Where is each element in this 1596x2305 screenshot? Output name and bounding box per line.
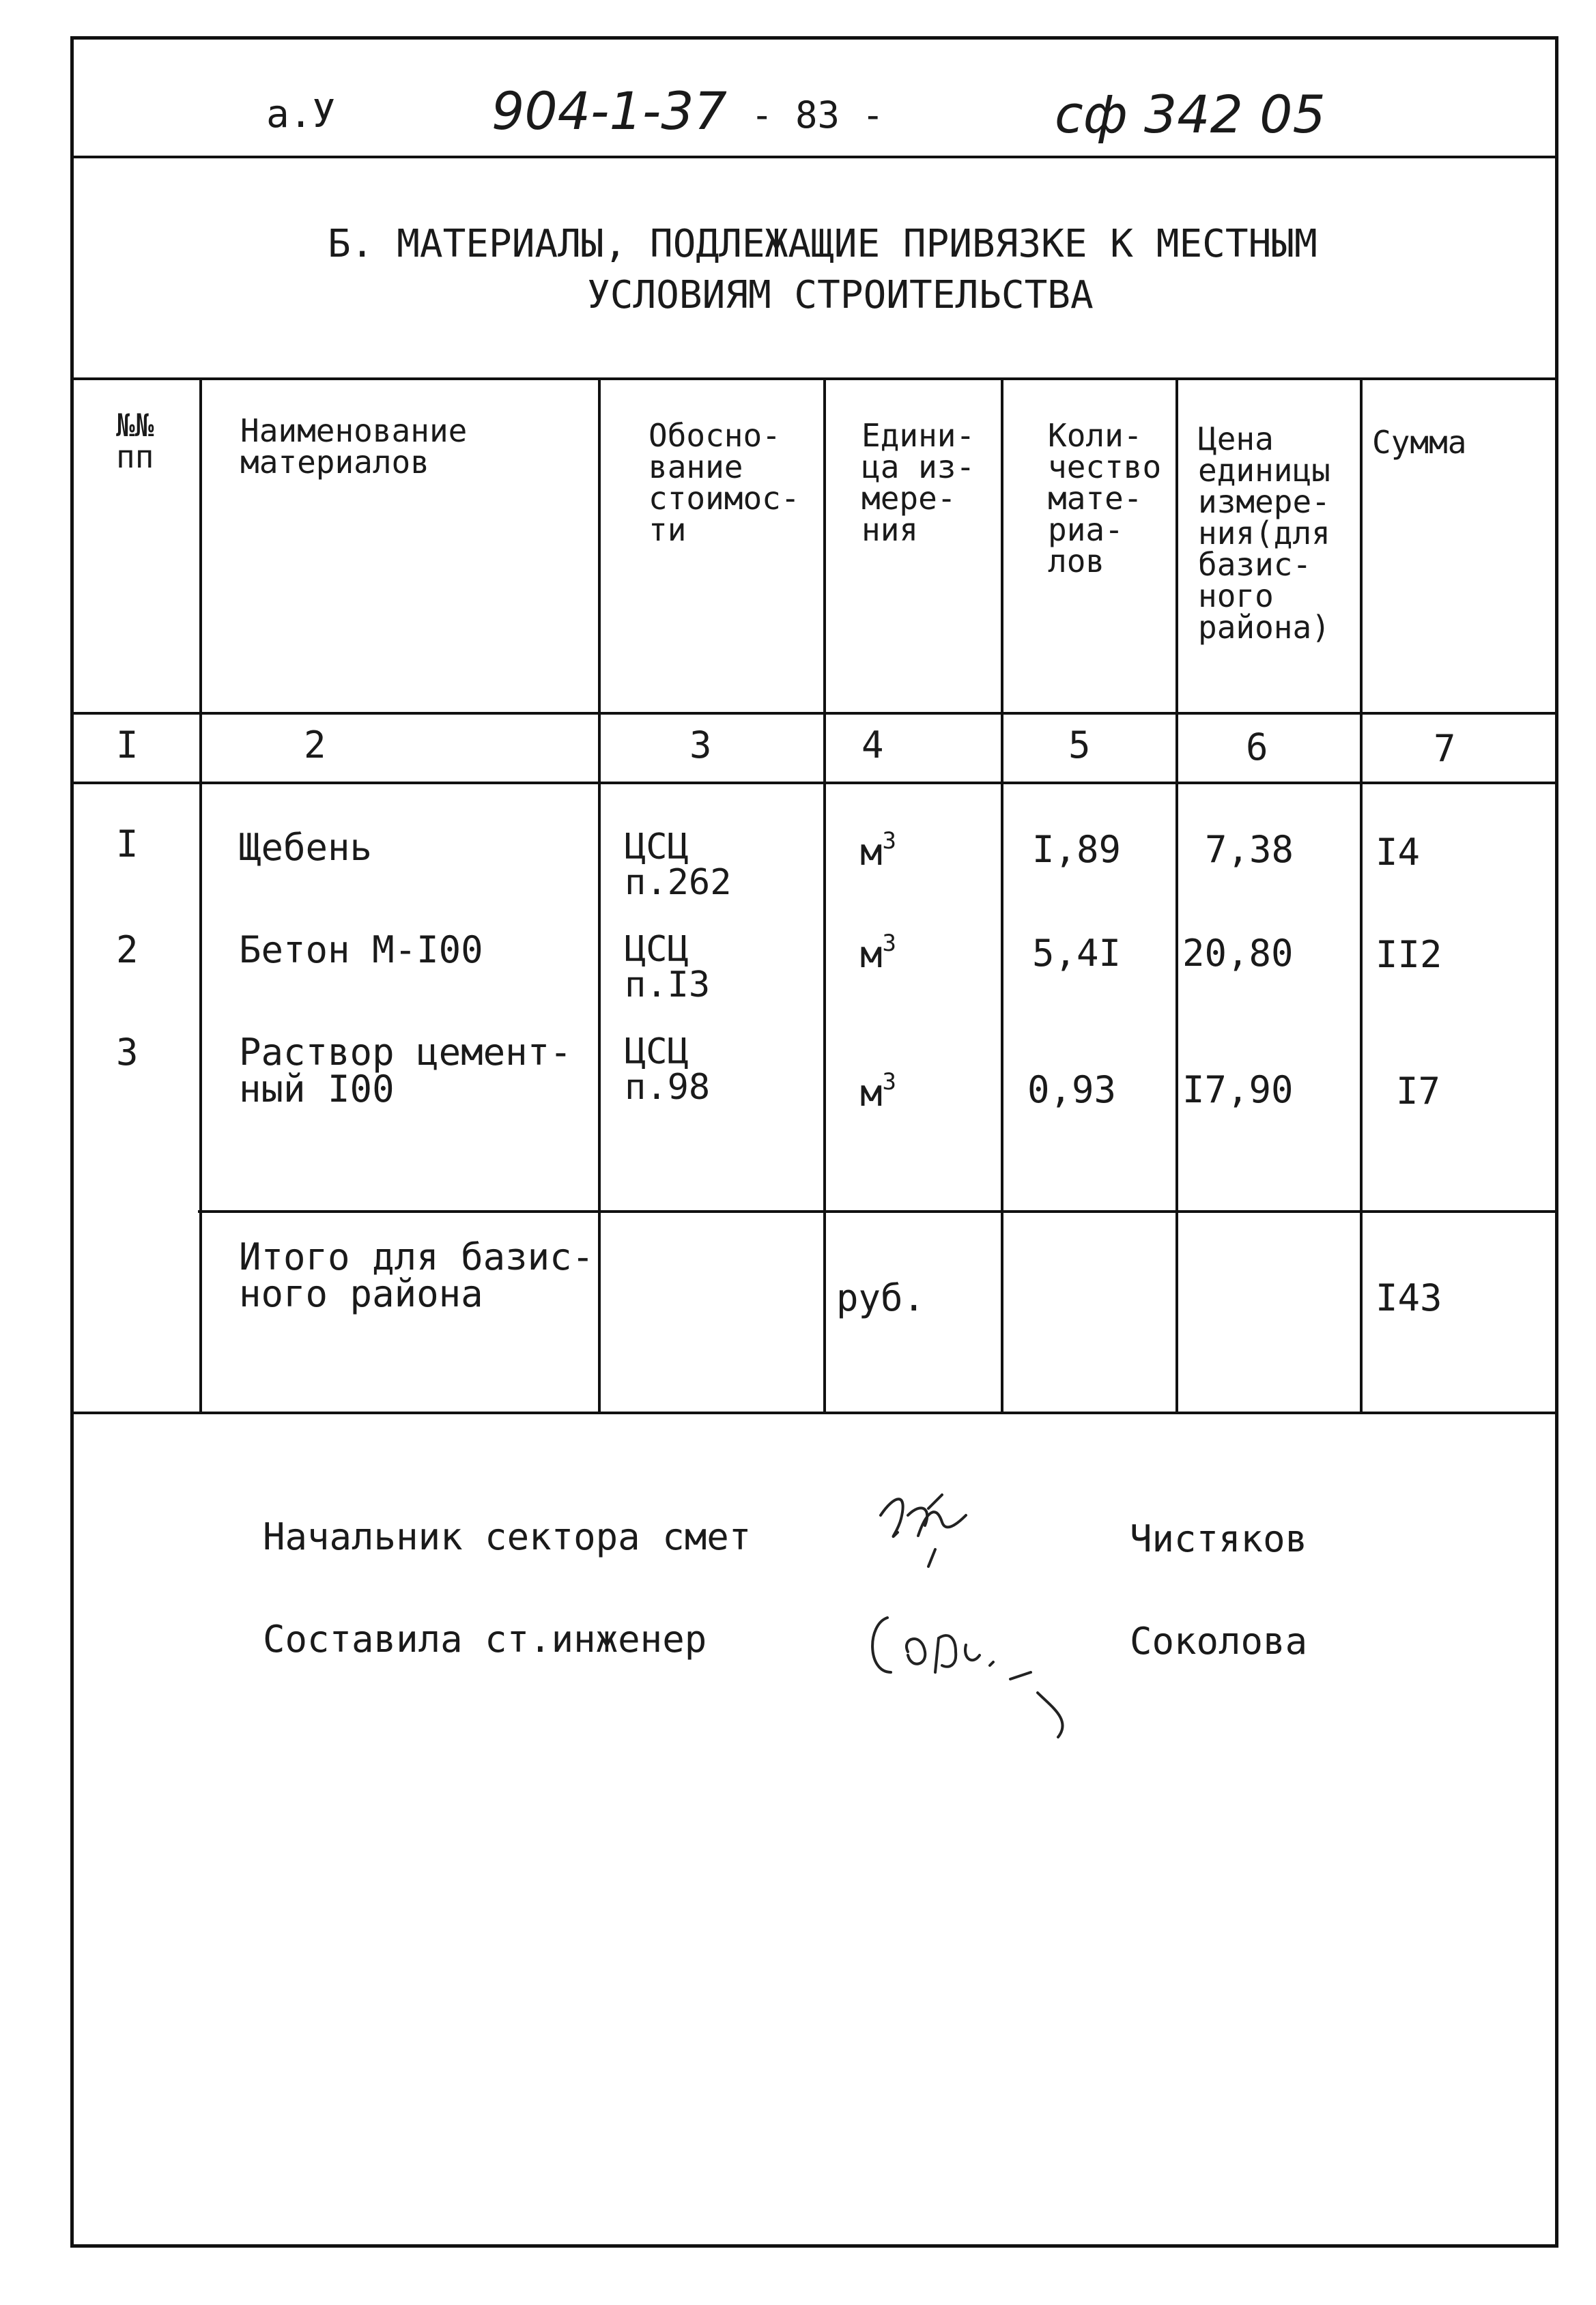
col-header-basis: Обосно- вание стоимос- ти [649,417,800,548]
table-top-line [70,377,1558,380]
row-1-basis: ЦСЦ п.262 [625,827,732,903]
col-num-3: 3 [689,724,712,767]
col-divider-5 [1175,377,1178,1412]
row-2-unit-text: м [860,933,883,976]
col-num-2: 2 [304,724,326,767]
table-num-line [70,782,1558,784]
row-3-price: I7,90 [1182,1068,1294,1111]
row-1-unit [860,827,896,874]
col-num-7: 7 [1434,727,1456,770]
col-num-5: 5 [1068,724,1091,767]
col-header-price: Цена единицы измере- ния(для базис- ного района) [1198,420,1330,646]
row-3-basis: ЦСЦ п.98 [625,1031,711,1108]
header-divider [70,156,1558,158]
row-3-index: 3 [116,1031,139,1074]
header-prefix: а.У [266,92,336,137]
col-num-1: I [116,724,139,767]
header-album: сф 342 05 [1055,84,1326,145]
col-divider-4 [1001,377,1003,1412]
col-header-index: №№ пп [116,407,154,475]
row-3-unit [860,1068,896,1115]
row-1-price: 7,38 [1205,828,1294,871]
total-unit: руб. [836,1276,926,1319]
col-divider-3 [823,377,826,1412]
row-1-unit-text: м [860,831,883,874]
row-2-index: 2 [116,928,139,971]
row-2-unit [860,930,896,976]
row-2-qty: 5,4I [1032,932,1122,975]
col-divider-2 [598,377,601,1412]
signature-role-2: Составила ст.инженер [263,1618,707,1661]
header-code: 904-1-37 [491,81,727,141]
row-2-price: 20,80 [1182,932,1294,975]
row-3-unit-sup: 3 [882,1068,896,1096]
col-header-unit: Едини- ца из- мере- ния [861,417,975,548]
handwritten-signature-2 [853,1590,1195,1747]
signature-name-1: Чистяков [1130,1517,1308,1560]
row-1-index: I [116,822,139,865]
row-3-name: Раствор цемент- ный I00 [239,1031,572,1111]
col-header-name: Наименование материалов [240,412,468,481]
table-bottom-line [70,1412,1558,1414]
signature-name-2: Соколова [1130,1620,1308,1663]
header-page: - 83 - [751,94,885,137]
row-2-name: Бетон М-I00 [239,928,483,971]
row-2-sum: II2 [1376,933,1442,976]
row-1-unit-sup: 3 [882,827,896,855]
col-num-6: 6 [1246,726,1268,769]
row-3-sum: I7 [1396,1070,1441,1113]
row-1-name: Щебень [239,826,373,869]
row-2-basis: ЦСЦ п.I3 [625,929,711,1005]
total-label: Итого для базис- ного района [239,1235,595,1315]
row-3-qty: 0,93 [1027,1068,1117,1111]
section-title-line1: Б. МАТЕРИАЛЫ, ПОДЛЕЖАЩИЕ ПРИВЯЗКЕ К МЕСТНЫМ [328,222,1317,266]
section-title-line2: УСЛОВИЯМ СТРОИТЕЛЬСТВА [587,273,1094,317]
col-divider-6 [1360,377,1363,1412]
row-3-unit-text: м [860,1072,883,1115]
col-header-qty: Коли- чество мате- риа- лов [1048,417,1162,579]
row-2-unit-sup: 3 [882,930,896,957]
page-frame [70,36,1558,2248]
table-total-line [198,1210,1558,1213]
row-1-qty: I,89 [1032,828,1122,871]
total-sum: I43 [1376,1276,1442,1319]
col-divider-1 [199,377,202,1412]
col-num-4: 4 [861,724,884,767]
handwritten-signature-1 [860,1468,1010,1570]
signature-role-1: Начальник сектора смет [263,1515,752,1558]
row-1-sum: I4 [1376,831,1421,874]
table-head-line [70,712,1558,715]
col-header-sum: Сумма [1372,424,1467,461]
